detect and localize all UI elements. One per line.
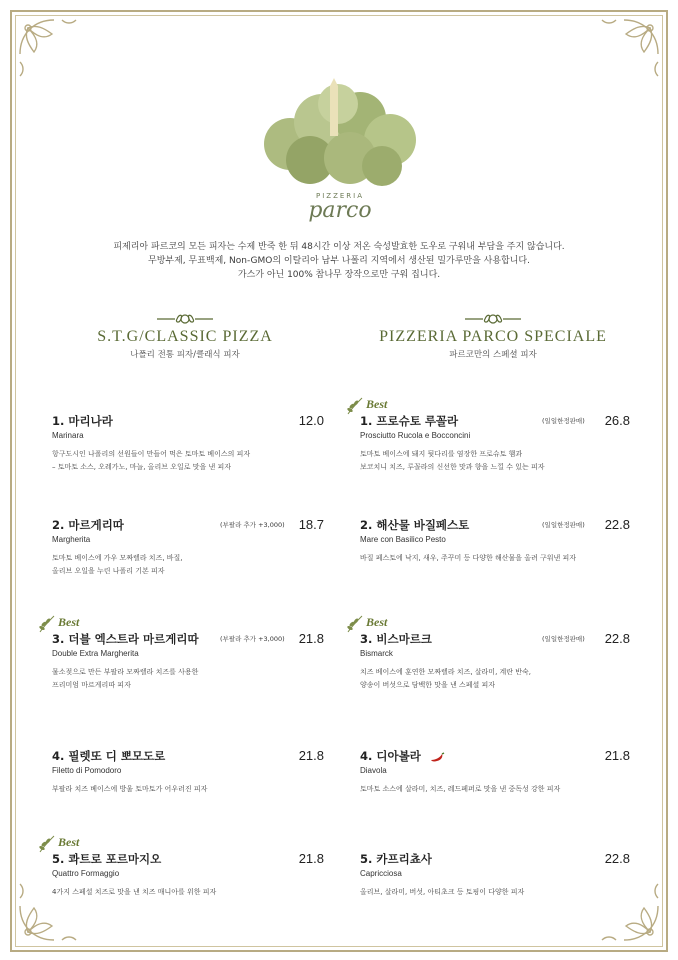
item-price: 21.8 <box>298 631 324 646</box>
menu-item <box>52 851 324 899</box>
best-label: Best <box>58 835 80 849</box>
desc-line: 물소젖으로 만든 부팔라 모짜렐라 치즈를 사용한 <box>52 668 199 676</box>
item-english-name: Quattro Formaggio <box>52 869 120 878</box>
section-subtitle: 나폴리 전통 피자/클래식 피자 <box>130 350 240 360</box>
item-note: (일일한정판매) <box>542 417 585 425</box>
section-title: S.T.G/CLASSIC PIZZA <box>97 328 273 345</box>
brand-script-text: parco <box>308 198 372 223</box>
item-english-name: Double Extra Margherita <box>52 649 139 658</box>
item-name: 3. 더블 엑스트라 마르게리따 <box>52 632 199 646</box>
desc-line: 토마토 베이스에 돼지 뒷다리를 염장한 프로슈토 햄과 <box>360 450 523 458</box>
item-description <box>360 448 630 474</box>
menu-item <box>52 748 324 796</box>
item-description <box>360 666 630 692</box>
item-english-name: Margherita <box>52 535 91 544</box>
item-price: 21.8 <box>604 748 630 763</box>
corner-ornament-icon <box>14 14 84 84</box>
item-description <box>52 666 324 692</box>
item-description <box>360 552 630 565</box>
item-english-name: Prosciutto Rucola e Bocconcini <box>360 431 471 440</box>
brand-logo <box>250 74 430 234</box>
item-price: 21.8 <box>298 748 324 763</box>
desc-line: 올리브 오일을 누린 나폴리 기본 피자 <box>52 567 165 575</box>
flourish-icon <box>463 312 523 326</box>
item-name: 2. 해산물 바질페스토 <box>360 518 470 532</box>
section-header-speciale <box>358 312 628 360</box>
chili-pepper-icon <box>429 752 445 762</box>
item-name: 5. 카프리쵸사 <box>360 852 432 866</box>
item-price: 22.8 <box>604 851 630 866</box>
item-price: 12.0 <box>298 413 324 428</box>
item-english-name: Diavola <box>360 766 387 775</box>
flourish-icon <box>155 312 215 326</box>
corner-ornament-icon <box>594 14 664 84</box>
item-name: 4. 디아볼라 <box>360 749 421 763</box>
item-name: 2. 마르게리따 <box>52 518 124 532</box>
item-name: 1. 마리나라 <box>52 414 113 428</box>
item-name: 4. 필렛또 디 뽀모도로 <box>52 749 166 763</box>
menu-item <box>360 631 630 692</box>
best-label: Best <box>366 615 388 629</box>
item-name: 1. 프로슈토 루꼴라 <box>360 414 459 428</box>
best-label: Best <box>366 397 388 411</box>
item-name: 3. 비스마르크 <box>360 632 432 646</box>
desc-line: 토마토 베이스에 가우 모짜렐라 치즈, 바질, <box>52 554 183 562</box>
section-header-classic <box>80 312 290 360</box>
best-label: Best <box>58 615 80 629</box>
desc-line: 양송이 버섯으로 담백한 맛을 낸 스페셜 피자 <box>360 681 496 689</box>
item-description <box>360 886 630 899</box>
menu-item <box>360 748 630 796</box>
item-english-name: Capricciosa <box>360 869 402 878</box>
desc-line: 부팔라 치즈 베이스에 방울 토마토가 어우러진 피자 <box>52 785 208 793</box>
item-note: (부팔라 추가 +3,000) <box>220 635 285 643</box>
item-price: 22.8 <box>604 631 630 646</box>
menu-item <box>360 413 630 474</box>
item-description <box>52 886 324 899</box>
desc-line: 바질 페스토에 낙지, 새우, 주꾸미 등 다양한 해산물을 올려 구워낸 피자 <box>360 554 577 562</box>
intro-line: 가스가 아닌 100% 참나무 장작으로만 구워 집니다. <box>237 270 441 280</box>
intro-line: 피제리아 파르코의 모든 피자는 수제 반죽 한 뒤 48시간 이상 저온 숙성발효한 도우로 구워내 부담을 주지 않습니다. <box>113 242 565 252</box>
item-description <box>52 552 324 578</box>
item-english-name: Filetto di Pomodoro <box>52 766 122 775</box>
desc-line: 토마토 소스에 살라미, 치즈, 레드페퍼로 맛을 낸 중독성 강한 피자 <box>360 785 561 793</box>
menu-item <box>52 631 324 692</box>
menu-item <box>360 851 630 899</box>
desc-line: 4가지 스페셜 치즈로 맛을 낸 치즈 매니아를 위한 피자 <box>52 888 217 896</box>
item-note: (부팔라 추가 +3,000) <box>220 521 285 529</box>
brand-small-text: PIZZERIA <box>315 192 365 200</box>
item-name-row <box>360 748 630 764</box>
item-english-name: Mare con Basilico Pesto <box>360 535 446 544</box>
item-price: 26.8 <box>604 413 630 428</box>
desc-line: – 토마토 소스, 오레가노, 마늘, 올리브 오일로 맛을 낸 피자 <box>52 463 231 471</box>
desc-line: 올리브, 살라미, 버섯, 아티초크 등 토핑이 다양한 피자 <box>360 888 525 896</box>
item-name: 5. 콰트로 포르마지오 <box>52 852 162 866</box>
menu-item <box>360 517 630 565</box>
item-description <box>360 783 630 796</box>
tree-illustration-icon <box>250 74 430 192</box>
section-title: PIZZERIA PARCO SPECIALE <box>379 328 607 345</box>
item-english-name: Marinara <box>52 431 84 440</box>
menu-item <box>52 413 324 474</box>
item-price: 18.7 <box>298 517 324 532</box>
menu-item <box>52 517 324 578</box>
intro-line: 무방부제, 무표백제, Non-GMO의 이탈리아 남부 나폴리 지역에서 생산된 밀가루만을 사용합니다. <box>148 256 530 266</box>
item-english-name: Bismarck <box>360 649 393 658</box>
desc-line: 치즈 베이스에 훈연한 모짜렐라 치즈, 살라미, 계란 반숙, <box>360 668 532 676</box>
desc-line: 보코치니 치즈, 루꼴라의 신선한 맛과 향을 느낄 수 있는 피자 <box>360 463 545 471</box>
section-subtitle: 파르코만의 스페셜 피자 <box>449 350 537 360</box>
intro-text <box>40 240 638 282</box>
item-price: 22.8 <box>604 517 630 532</box>
item-note: (일일한정판매) <box>542 635 585 643</box>
desc-line: 항구도시인 나폴리의 선원들이 만들어 먹은 토마토 베이스의 피자 <box>52 450 251 458</box>
desc-line: 프리미엄 마르게리따 피자 <box>52 681 131 689</box>
item-price: 21.8 <box>298 851 324 866</box>
item-note: (일일한정판매) <box>542 521 585 529</box>
item-description <box>52 783 324 796</box>
item-description <box>52 448 324 474</box>
